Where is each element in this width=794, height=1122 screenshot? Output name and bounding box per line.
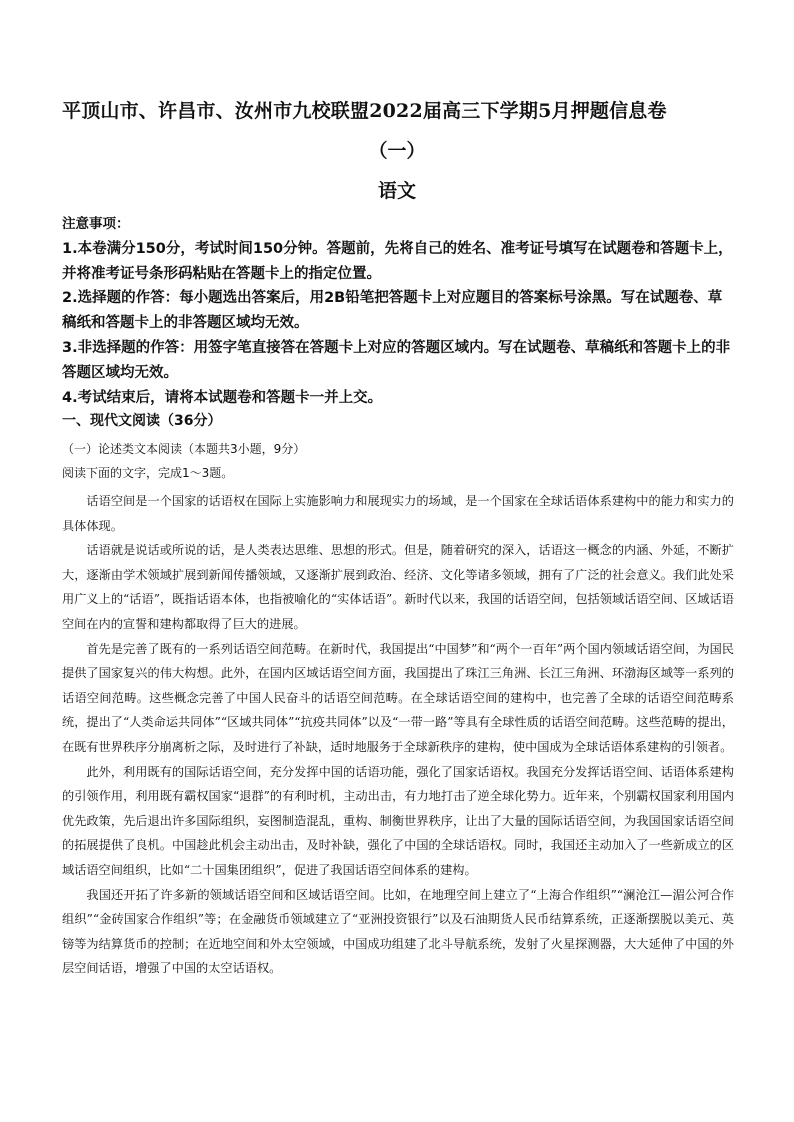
notes-heading: 注意事项： [62,216,130,232]
notes-item: 2.选择题的作答：每小题选出答案后，用2B铅笔把答题卡上对应题目的答案标号涂黑。写在试题卷、草稿纸和答题卡上的非答题区域均无效。 [62,290,723,332]
exam-title: 平顶山市、许昌市、汝州市九校联盟2022届高三下学期5月押题信息卷 [62,100,667,122]
reading-passage [62,489,734,981]
subject-title: 语文 [377,180,416,202]
reading-instruction: 阅读下面的文字，完成1～3题。 [62,466,234,480]
subsection-heading: （一）论述类文本阅读（本题共3小题，9分） [62,442,306,456]
passage-paragraph: 首先是完善了既有的一系列话语空间范畴。在新时代，我国提出“中国梦”和“两个一百年”两个国内领域话语空间，为国民提供了国家复兴的伟大构想。此外，在国内区域话语空间方面，我国提出了珠江三角洲、长江三角洲、环渤海区域等一系列的话语空间范畴。这些概念完善了中国人民奋斗的话语空间范畴。在全球话语空间的建构中，也完善了全球的话语空间范畴系统，提出了“人类命运共同体”“区域共同体”“抗疫共同体”以及“一带一路”等具有全球性质的话语空间范畴。这些范畴的提出，在既有世界秩序分崩离析之际，及时进行了补缺，适时地服务于全球新秩序的建构，使中国成为全球话语体系建构的引领者。 [62,641,734,754]
exam-title-part: （一） [368,140,426,162]
passage-paragraph: 此外，利用既有的国际话语空间，充分发挥中国的话语功能，强化了国家话语权。我国充分发挥话语空间、话语体系建构的引领作用，利用既有霸权国家“退群”的有利时机，主动出击，有力地打击了逆全球化势力。近年来，个别霸权国家利用国内优先政策，先后退出许多国际组织，妄图制造混乱，重构、制衡世界秩序，让出了大量的国际话语空间，为我国国家话语空间的拓展提供了良机。中国趁此机会主动出击，及时补缺，强化了中国的全球话语权。同时，我国还主动加入了一些新成立的区域话语空间组织，比如“二十国集团组织”，促进了我国话语空间体系的建构。 [62,764,734,877]
notes-item: 1.本卷满分150分，考试时间150分钟。答题前，先将自己的姓名、准考证号填写在试题卷和答题卡上，并将准考证号条形码粘贴在答题卡上的指定位置。 [62,240,733,282]
notes-item: 4.考试结束后，请将本试题卷和答题卡一并上交。 [62,389,383,406]
passage-paragraph: 话语就是说话或所说的话，是人类表达思维、思想的形式。但是，随着研究的深入，话语这一概念的内涵、外延，不断扩大，逐渐由学术领域扩展到新闻传播领域，又逐渐扩展到政治、经济、文化等诸多领域，拥有了广泛的社会意义。我们此处采用广义上的“话语”，既指话语本体，也指被喻化的“实体话语”。新时代以来，我国的话语空间，包括领域话语空间、区域话语空间在内的宣誓和建构都取得了巨大的进展。 [62,543,734,631]
notes-item: 3.非选择题的作答：用签字笔直接答在答题卡上对应的答题区域内。写在试题卷、草稿纸和答题卡上的非答题区域均无效。 [62,339,731,381]
passage-paragraph: 话语空间是一个国家的话语权在国际上实施影响力和展现实力的场域，是一个国家在全球话语体系建构中的能力和实力的具体体现。 [62,494,734,533]
notes-block [62,212,734,410]
passage-paragraph: 我国还开拓了许多新的领域话语空间和区域话语空间。比如，在地理空间上建立了“上海合作组织”“澜沧江—湄公河合作组织”“金砖国家合作组织”等；在金融货币领域建立了“亚洲投资银行”以及石油期货人民币结算系统，正逐渐摆脱以美元、英镑等为结算货币的控制；在近地空间和外太空领域，中国成功组建了北斗导航系统，发射了火星探测器，大大延伸了中国的外层空间话语，增强了中国的太空话语权。 [62,887,734,976]
section-heading: 一、现代文阅读（36分） [62,413,222,429]
